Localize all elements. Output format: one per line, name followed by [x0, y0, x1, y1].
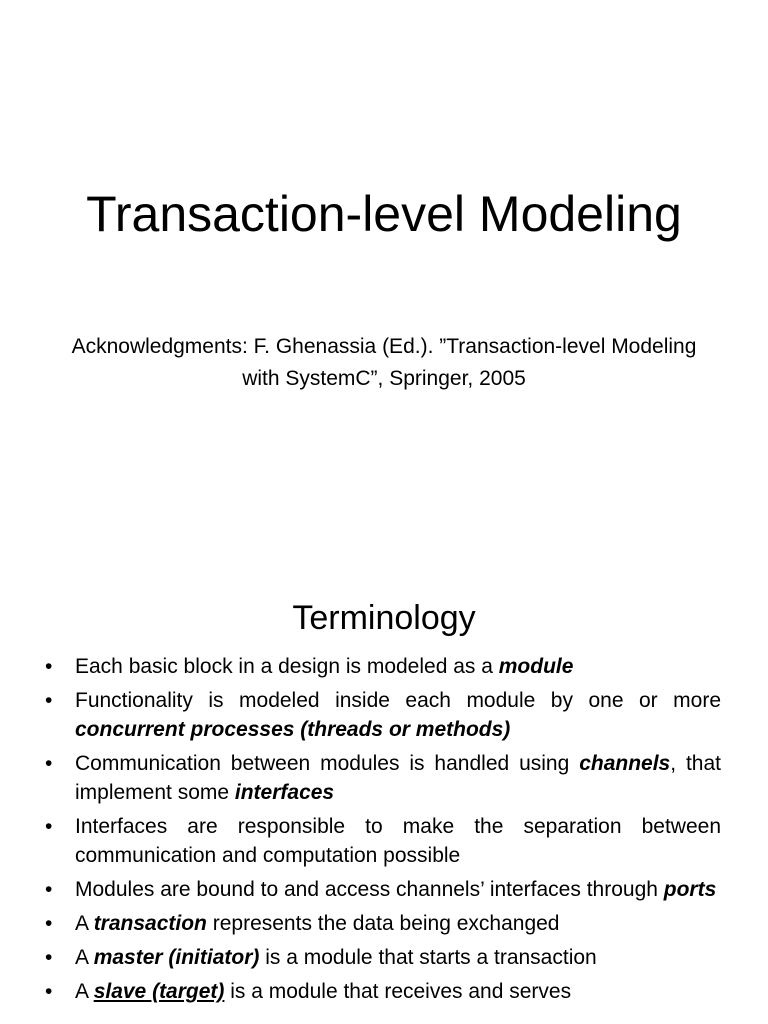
- terminology-slide: [0, 576, 768, 1024]
- bullet-item-channels: • Communication between modules is handled using channels, that implement some interfaces: [75, 749, 721, 807]
- bullet-item-module: • Each basic block in a design is modeled as a module: [75, 652, 721, 681]
- terminology-bullet-list: [0, 652, 768, 1011]
- term-ports: ports: [663, 878, 717, 901]
- term-module: module: [498, 655, 574, 678]
- bullet-item-ports: • Modules are bound to and access channels’ interfaces through ports: [75, 875, 721, 904]
- term-concurrent-processes: concurrent processes (threads or methods): [75, 718, 511, 741]
- bullet-item-master: • A master (initiator) is a module that starts a transaction: [75, 943, 721, 972]
- terminology-title: Terminology: [292, 599, 476, 637]
- term-master-initiator: master (initiator): [93, 946, 260, 969]
- acknowledgments-text: [40, 331, 728, 395]
- acknowledgments-line-1: Acknowledgments: F. Ghenassia (Ed.). ”Transaction-level Modeling: [71, 335, 697, 358]
- bullet-item-interfaces: • Interfaces are responsible to make the separation between communication and computation possible: [75, 812, 721, 870]
- term-interfaces: interfaces: [234, 781, 335, 804]
- bullet-item-slave: • A slave (target) is a module that receives and serves: [75, 977, 721, 1006]
- term-transaction: transaction: [93, 912, 207, 935]
- term-slave-target: slave (target): [93, 980, 225, 1003]
- bullet-item-transaction: • A transaction represents the data being exchanged: [75, 909, 721, 938]
- bullet-item-processes: • Functionality is modeled inside each module by one or more concurrent processes (threads or methods): [75, 686, 721, 744]
- term-channels: channels: [579, 752, 671, 775]
- slide-title: Transaction-level Modeling: [86, 186, 682, 242]
- acknowledgments-line-2: with SystemC”, Springer, 2005: [242, 367, 526, 390]
